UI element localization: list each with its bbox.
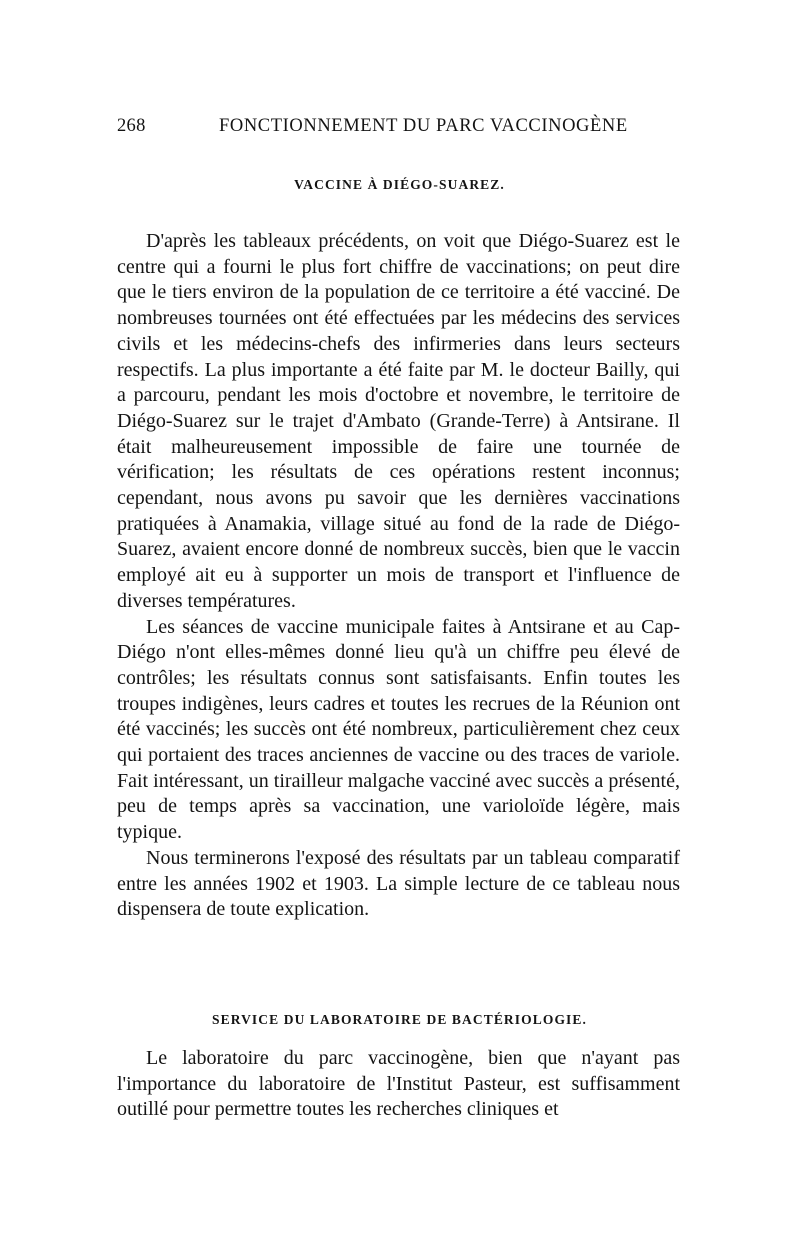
section-body-vaccine-diego-suarez (117, 229, 680, 923)
running-head (117, 116, 682, 142)
section-heading-vaccine-diego-suarez: VACCINE À DIÉGO-SUAREZ. (294, 177, 505, 192)
paragraph: Nous terminerons l'exposé des résultats par un tableau comparatif entre les années 1902 et 1903. La simple lecture de ce tableau nous dispensera de toute explication. (117, 846, 680, 921)
section-heading-bacteriology-lab: SERVICE DU LABORATOIRE DE BACTÉRIOLOGIE. (212, 1012, 587, 1027)
paragraph: D'après les tableaux précédents, on voit que Diégo-Suarez est le centre qui a fourni le plus fort chiffre de vaccinations; on peut dire que le tiers environ de la population de ce territoire a été vacciné. De nombreuses tournées ont été effectuées par les médecins des services civils et les médecins-chefs des infirmeries dans leurs secteurs respectifs. La plus importante a été faite par M. le docteur Bailly, qui a parcouru, pendant les mois d'octobre et novembre, le territoire de Diégo-Suarez sur le trajet d'Ambato (Grande-Terre) à Antsirane. Il était malheureusement impossible de faire une tournée de vérification; les résultats de ces opérations restent inconnus; cependant, nous avons pu savoir que les dernières vaccinations pratiquées à Anamakia, village situé au fond de la rade de Diégo-Suarez, avaient encore donné de nombreux succès, bien que le vaccin employé ait eu à supporter un mois de transport et l'influence de diverses températures. (117, 230, 680, 612)
paragraph: Le laboratoire du parc vaccinogène, bien que n'ayant pas l'importance du laboratoire de l'Institut Pasteur, est suffisamment outillé pour permettre toutes les recherches cliniques et (117, 1047, 680, 1121)
paragraph: Les séances de vaccine municipale faites à Antsirane et au Cap-Diégo n'ont elles-mêmes donné lieu qu'à un chiffre peu élevé de contrôles; les résultats connus sont satisfaisants. Enfin toutes les troupes indigènes, leurs cadres et toutes les recrues de la Réunion ont été vaccinés; les succès ont été nombreux, particulièrement chez ceux qui portaient des traces anciennes de vaccine ou des traces de variole. Fait intéressant, un tirailleur malgache vacciné avec succès a présenté, peu de temps après sa vaccination, une varioloïde légère, mais typique. (117, 615, 680, 844)
page-number: 268 (117, 116, 146, 136)
running-head-title: FONCTIONNEMENT DU PARC VACCINOGÈNE (219, 116, 628, 136)
section-body-bacteriology-lab (117, 1046, 680, 1123)
